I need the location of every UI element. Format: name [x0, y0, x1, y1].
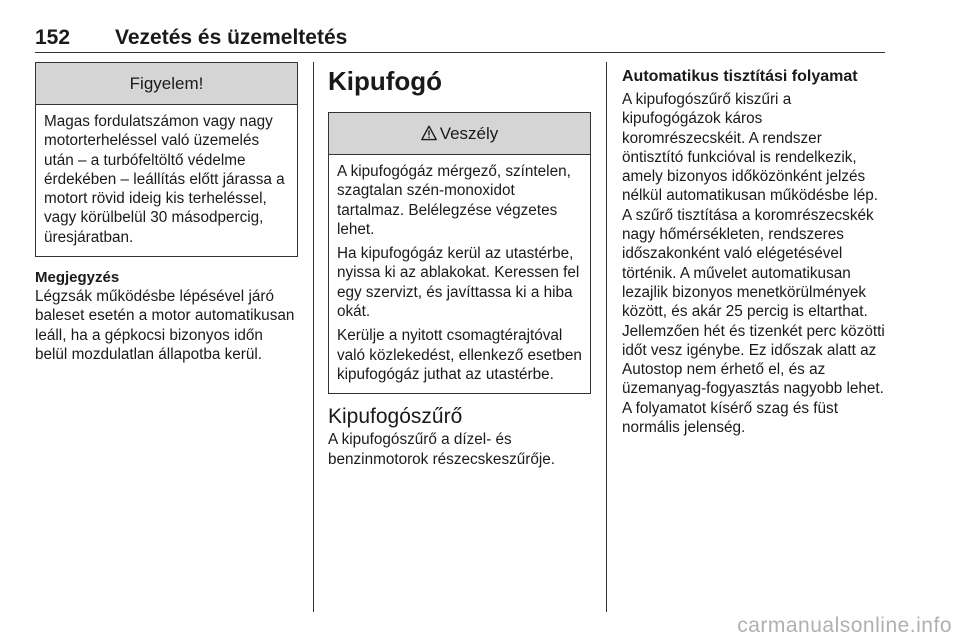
- heading-auto-cleaning: Automatikus tisztítási folyamat: [622, 68, 858, 85]
- danger-box-header: [329, 113, 590, 155]
- danger-paragraph-1: A kipufogógáz mérgező, színtelen, szagtalan szén-monoxidot tartalmaz. Belélegzése végzetes lehet.: [337, 163, 571, 238]
- caution-box: [35, 62, 298, 257]
- column-divider: [313, 62, 314, 612]
- danger-box: [328, 112, 591, 394]
- column-middle: [328, 62, 591, 469]
- column-right: [622, 62, 887, 437]
- heading-exhaust: Kipufogó: [328, 66, 443, 96]
- heading-exhaust-filter: Kipufogószűrő: [328, 405, 463, 429]
- caution-box-body: [36, 105, 297, 256]
- caution-text: Magas fordulatszámon vagy nagy motorterheléssel való üzemelés után – a turbófeltöltő védelme érdekében – leállítás előtt járassa a motort rövid ideig kis terheléssel, vagy körülbelül 30 másodpercig, üresjáratban.: [44, 113, 285, 246]
- danger-box-body: [329, 155, 590, 393]
- column-divider: [606, 62, 607, 612]
- warning-triangle-icon: [421, 125, 437, 141]
- note-text: Légzsák működésbe lépésével járó baleset esetén a motor automatikusan leáll, ha a gépkocsi bizonyos időn belül mozdulatlan állapotba kerül.: [35, 288, 295, 363]
- danger-paragraph-2: Ha kipufogógáz kerül az utastérbe, nyissa ki az ablakokat. Keressen fel egy szervizt, és javíttassa ki a hiba okát.: [337, 245, 580, 321]
- section-title: Vezetés és üzemeltetés: [115, 26, 348, 49]
- caution-box-title: Figyelem!: [36, 63, 297, 105]
- danger-paragraph-3: Kerülje a nyitott csomagtérajtóval való közlekedést, ellenkező esetben kipufogógáz juthat az utastérbe.: [337, 327, 582, 383]
- watermark: carmanualsonline.info: [737, 614, 952, 637]
- page-header: [35, 22, 885, 53]
- auto-cleaning-text: A kipufogószűrő kiszűri a kipufogógázok káros koromrészecskéit. A rendszer öntisztító funkcióval is rendelkezik, amely bizonyos időközönként jelzés nélkül automatikusan működésbe lép. A szűrő tisztítása a koromrészecskék nagy hőmérsékleten, rendszeres időszakonként való elégetésével történik. A művelet automatikusan lezajlik bizonyos menetkörülmények között, és akár 25 percig is eltarthat. Jellemzően hét és tizenkét perc közötti időt vesz igénybe. Ez időszak alatt az Autostop nem érhető el, és az üzemanyag-fogyasztás nagyobb lehet. A folyamatot kísérő szag és füst normális jelenség.: [622, 91, 885, 437]
- note-title: Megjegyzés: [35, 269, 120, 287]
- danger-box-title: Veszély: [439, 124, 499, 143]
- exhaust-filter-text: A kipufogószűrő a dízel- és benzinmotorok részecskeszűrője.: [328, 431, 556, 468]
- page-number: 152: [35, 26, 71, 49]
- column-left: [35, 62, 298, 364]
